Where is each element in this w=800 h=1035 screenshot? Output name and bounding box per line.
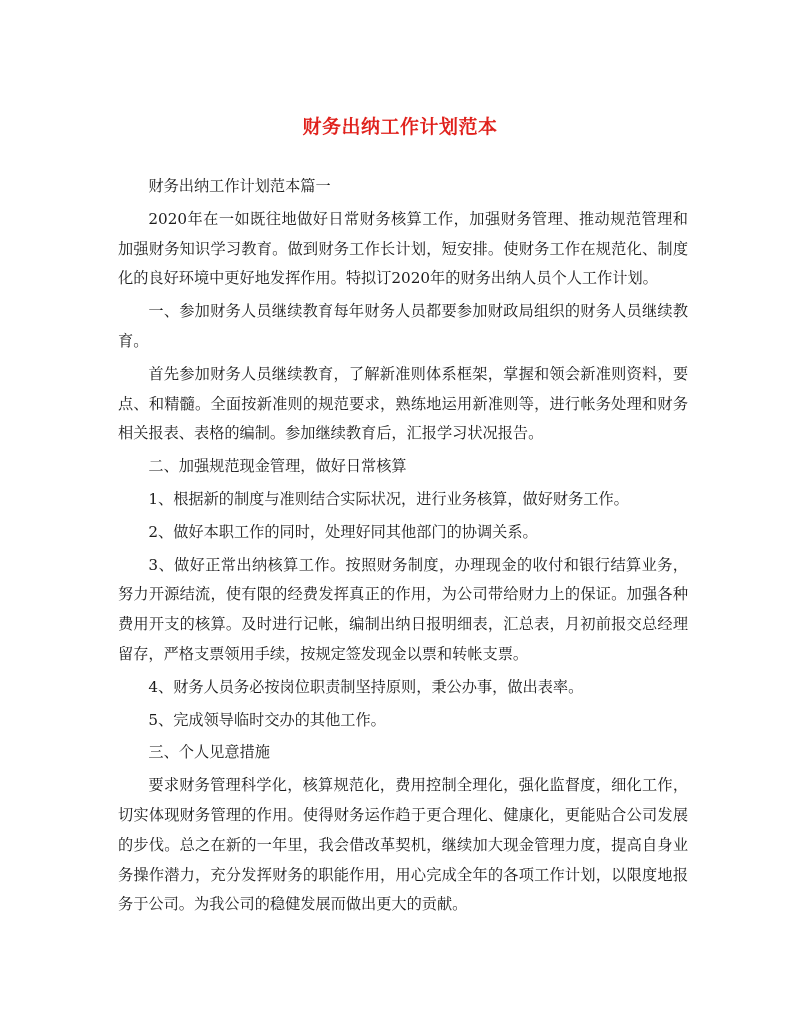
paragraph-overview: 2020年在一如既往地做好日常财务核算工作，加强财务管理、推动规范管理和加强财务知识学习教育。做到财务工作长计划，短安排。使财务工作在规范化、制度化的良好环境中更好地发挥作用。特拟订2020年的财务出纳人员个人工作计划。 <box>118 209 688 288</box>
list-item-5: 5、完成领导临时交办的其他工作。 <box>148 710 386 729</box>
list-item-1: 1、根据新的制度与准则结合实际状况，进行业务核算，做好财务工作。 <box>148 489 629 508</box>
section-heading-cash-management: 二、加强规范现金管理，做好日常核算 <box>148 457 407 476</box>
paragraph-continuing-education: 首先参加财务人员继续教育，了解新准则体系框架，掌握和领会新准则资料，要点、和精髓。全面按新准则的规范要求，熟练地运用新准则等，进行帐务处理和财务相关报表、表格的编制。参加继续教育后，汇报学习状况报告。 <box>118 364 688 443</box>
list-item-2: 2、做好本职工作的同时，处理好同其他部门的协调关系。 <box>148 522 538 541</box>
list-item-4: 4、财务人员务必按岗位职责制坚持原则，秉公办事，做出表率。 <box>148 677 584 696</box>
section-heading-measures: 三、个人见意措施 <box>148 743 270 762</box>
document-body <box>118 172 688 923</box>
document-title: 财务出纳工作计划范本 <box>302 116 498 138</box>
section-heading-intro: 财务出纳工作计划范本篇一 <box>148 177 331 195</box>
paragraph-measures: 要求财务管理科学化，核算规范化，费用控制全理化，强化监督度，细化工作，切实体现财务管理的作用。使得财务运作趋于更合理化、健康化，更能贴合公司发展的步伐。总之在新的一年里，我会借改革契机，继续加大现金管理力度，提高自身业务操作潜力，充分发挥财务的职能作用，用心完成全年的各项工作计划，以限度地报务于公司。为我公司的稳健发展而做出更大的贡献。 <box>118 776 688 914</box>
list-item-3: 3、做好正常出纳核算工作。按照财务制度，办理现金的收付和银行结算业务，努力开源结流，使有限的经费发挥真正的作用，为公司带给财力上的保证。加强各种费用开支的核算。及时进行记帐，编制出纳日报明细表，汇总表，月初前报交总经理留存，严格支票领用手续，按规定签发现金以票和转帐支票。 <box>118 555 688 663</box>
section-heading-continuing-education: 一、参加财务人员继续教育每年财务人员都要参加财政局组织的财务人员继续教育。 <box>118 302 688 350</box>
